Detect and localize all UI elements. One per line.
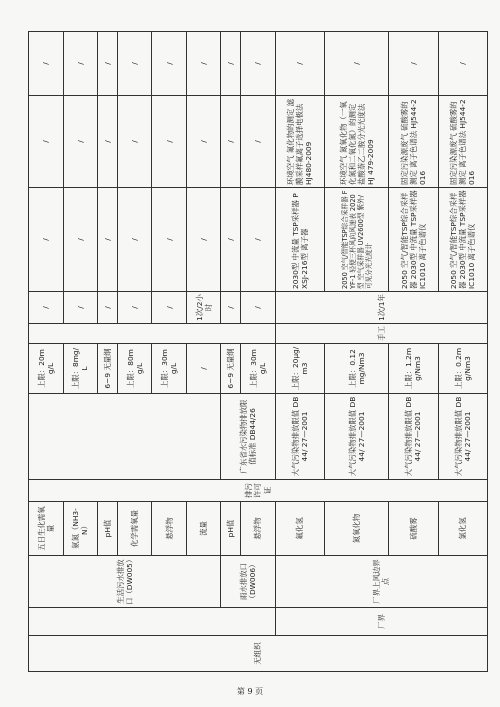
inst-cell: 2050 空气/智能TSP综合采样器 2030型 中流量 TSP采样器 IC1010 离子色谱仪 <box>438 188 487 292</box>
method-cell: / <box>241 96 276 188</box>
limit-cell: 上限：0.12mg/Nm3 <box>324 344 388 394</box>
rotated-table-wrapper <box>28 32 488 672</box>
method-cell: 固定污染源废气 硫酸雾的测定 离子色谱法 HJ544-2016 <box>438 96 487 188</box>
method-cell: / <box>221 96 241 188</box>
freq-cell: / <box>221 292 241 324</box>
item-cell: 流量 <box>186 502 221 556</box>
limit-cell: 上限：30mg/L <box>241 344 276 394</box>
item-cell: pH值 <box>98 502 118 556</box>
freq-cell: / <box>29 292 64 324</box>
remark-cell: / <box>29 32 64 96</box>
item-cell: 氨氮（NH3-N） <box>63 502 98 556</box>
limit-cell: 上限：30mg/L <box>152 344 187 394</box>
permit-cell: 排污许可证 <box>29 480 488 502</box>
remark-cell: / <box>63 32 98 96</box>
monitoring-table <box>28 31 488 672</box>
page-number: 第 9 页 <box>236 687 264 696</box>
method-cell: 固定污染源废气 硫酸雾的测定 离子色谱法 HJ544-2016 <box>389 96 438 188</box>
item-cell: 硫酸雾 <box>389 502 438 556</box>
method-cell: / <box>186 96 221 188</box>
item-cell: 悬浮物 <box>152 502 187 556</box>
inst-cell: / <box>29 188 64 292</box>
item-cell: pH值 <box>221 502 241 556</box>
freq-cell: / <box>241 292 276 324</box>
limit-cell: 6~9 无量纲 <box>221 344 241 394</box>
org-cell: 无组织 <box>29 636 488 672</box>
item-cell: 氮氧化物 <box>324 502 388 556</box>
limit-cell: 上限：20mg/L <box>29 344 64 394</box>
limit-cell: / <box>186 344 221 394</box>
remark-cell: / <box>186 32 221 96</box>
limit-cell: 上限：8mg/L <box>63 344 98 394</box>
freq-cell: / <box>98 292 118 324</box>
inst-cell: 2050 空气/智能TSP综合采样器 FYF-1 轻便三杯风向风速表 2020 型 空气采样器 UV2600型 紫外/可见分光光度计 <box>324 188 388 292</box>
freq-cell: 1次/2小时 <box>186 292 221 324</box>
remark-cell: / <box>389 32 438 96</box>
item-cell: 化学需氧量 <box>117 502 152 556</box>
item-cell: 五日生化需氧量 <box>29 502 64 556</box>
std-cell: 大气污染物排放限值 DB44/ 27—2001 <box>275 394 324 480</box>
std-cell: 广东省水污染物排放限值标准 DB44/26 <box>221 394 275 480</box>
remark-cell: / <box>241 32 276 96</box>
inst-cell: / <box>98 188 118 292</box>
source-cell-empty <box>29 608 276 636</box>
limit-cell: 上限：80mg/L <box>117 344 152 394</box>
inst-cell: / <box>241 188 276 292</box>
remark-cell: / <box>98 32 118 96</box>
std-cell: 大气污染物排放限值 DB44/ 27—2001 <box>324 394 388 480</box>
inst-cell: 2050 空气/智能TSP综合采样器 2030型 中流量 TSP采样器 IC1010 离子色谱仪 <box>389 188 438 292</box>
remark-cell: / <box>438 32 487 96</box>
std-cell <box>29 394 221 480</box>
mode-cell <box>29 324 276 344</box>
remark-cell: / <box>275 32 324 96</box>
inst-cell: / <box>117 188 152 292</box>
item-cell: 氯化氢 <box>438 502 487 556</box>
method-cell: / <box>117 96 152 188</box>
table-row <box>221 32 241 672</box>
method-cell: 环境空气 氟化物的测定 滤膜采样氟离子选择电极法 HJ480-2009 <box>275 96 324 188</box>
limit-cell: 上限：1.2mg/Nm3 <box>389 344 438 394</box>
remark-cell: / <box>221 32 241 96</box>
inst-cell: / <box>63 188 98 292</box>
source-cell: 厂界 <box>275 608 487 636</box>
point-cell: 雨水排放口（DW006） <box>221 556 275 608</box>
inst-cell: 2030型 中流量 TSP采样器 PXSJ-216型 离子器 <box>275 188 324 292</box>
method-cell: / <box>98 96 118 188</box>
inst-cell: / <box>221 188 241 292</box>
limit-cell: 6~9 无量纲 <box>98 344 118 394</box>
inst-cell: / <box>186 188 221 292</box>
item-cell: 氟化氢 <box>275 502 324 556</box>
method-cell: / <box>29 96 64 188</box>
remark-cell: / <box>324 32 388 96</box>
remark-cell: / <box>152 32 187 96</box>
std-cell: 大气污染物排放限值 DB44/ 27—2001 <box>389 394 438 480</box>
method-cell: 环境空气 氮氧化物（一氧化氮和二氧化氮）的测定 盐酸萘乙二胺分光光度法 HJ 479-2009 <box>324 96 388 188</box>
table-row <box>29 32 64 672</box>
method-cell: / <box>152 96 187 188</box>
limit-cell: 上限：0.2mg/Nm3 <box>438 344 487 394</box>
inst-cell: / <box>152 188 187 292</box>
point-cell: 生活污水排放口（DW005） <box>29 556 221 608</box>
freq-cell: 1次/1年 <box>275 292 487 324</box>
method-cell: / <box>63 96 98 188</box>
mode-cell: 手工 <box>275 324 487 344</box>
freq-cell: / <box>63 292 98 324</box>
std-cell: 大气污染物排放限值 DB44/ 27—2001 <box>438 394 487 480</box>
point-cell: 厂界上风边界点 <box>275 556 487 608</box>
freq-cell: / <box>152 292 187 324</box>
limit-cell: 上限：20μg/m3 <box>275 344 324 394</box>
table-row <box>275 32 324 672</box>
item-cell: 悬浮物 <box>241 502 276 556</box>
freq-cell: / <box>117 292 152 324</box>
remark-cell: / <box>117 32 152 96</box>
